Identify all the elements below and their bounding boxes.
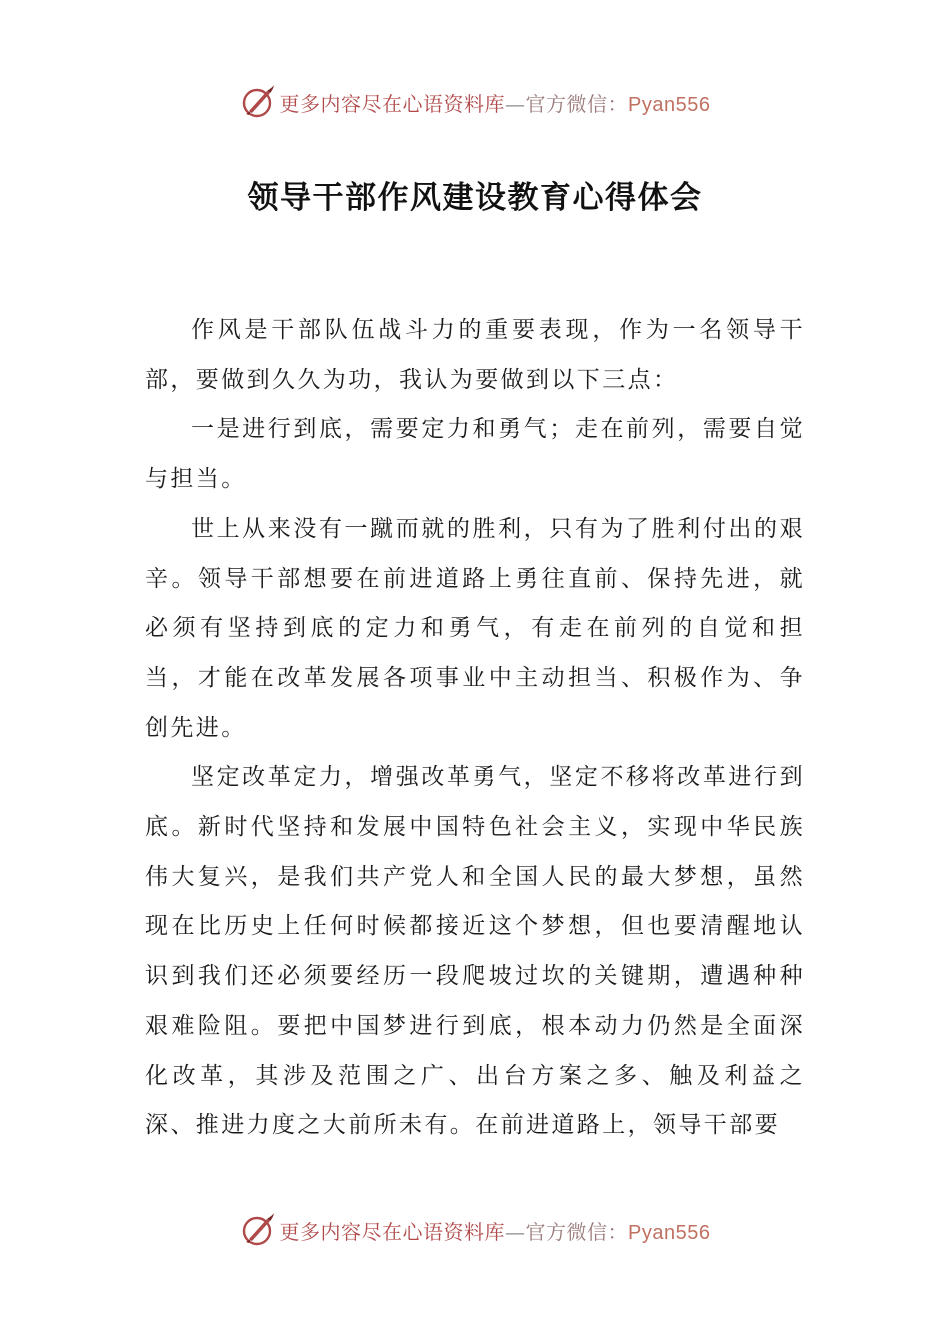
body-paragraph: 作风是干部队伍战斗力的重要表现，作为一名领导干部，要做到久久为功，我认为要做到以下三点： — [145, 317, 805, 393]
quill-logo-icon — [240, 84, 276, 120]
watermark-separator: — — [505, 1219, 526, 1244]
watermark-slogan: 更多内容尽在心语资料库 — [279, 1219, 506, 1244]
quill-logo-icon — [240, 1212, 276, 1248]
body-paragraph: 一是进行到底，需要定力和勇气；走在前列，需要自觉与担当。 — [145, 416, 805, 493]
body-paragraph: 坚定改革定力，增强改革勇气，坚定不移将改革进行到底。新时代坚持和发展中国特色社会主义，实现中华民族伟大复兴，是我们共产党人和全国人民的最大梦想，虽然现在比历史上任何时候都接近这个梦想，但也要清醒地认识到我们还必须要经历一段爬坡过坎的关键期，遭遇种种艰难险阻。要把中国梦进行到底，根本动力仍然是全面深化改革，其涉及范围之广、出台方案之多、触及利益之深、推进力度之大前所未有。在前进道路上，领导干部要 — [145, 764, 805, 1139]
watermark-label: 官方微信： — [525, 1219, 629, 1244]
watermark-label: 官方微信： — [525, 91, 629, 116]
watermark-wechat-id: Pyan556 — [628, 1221, 711, 1244]
watermark-separator: — — [505, 91, 526, 116]
body-paragraph: 世上从来没有一蹴而就的胜利，只有为了胜利付出的艰辛。领导干部想要在前进道路上勇往直前、保持先进，就必须有坚持到底的定力和勇气，有走在前列的自觉和担当，才能在改革发展各项事业中主动担当、积极作为、争创先进。 — [145, 515, 805, 741]
document-title: 领导干部作风建设教育心得体会 — [247, 180, 703, 216]
watermark-wechat-id: Pyan556 — [628, 93, 711, 116]
watermark-banner-top — [0, 82, 950, 122]
watermark-banner-bottom — [0, 1210, 950, 1250]
watermark-text — [280, 1216, 711, 1245]
watermark-text — [280, 88, 711, 117]
document-body — [145, 306, 805, 1151]
watermark-slogan: 更多内容尽在心语资料库 — [279, 91, 506, 116]
